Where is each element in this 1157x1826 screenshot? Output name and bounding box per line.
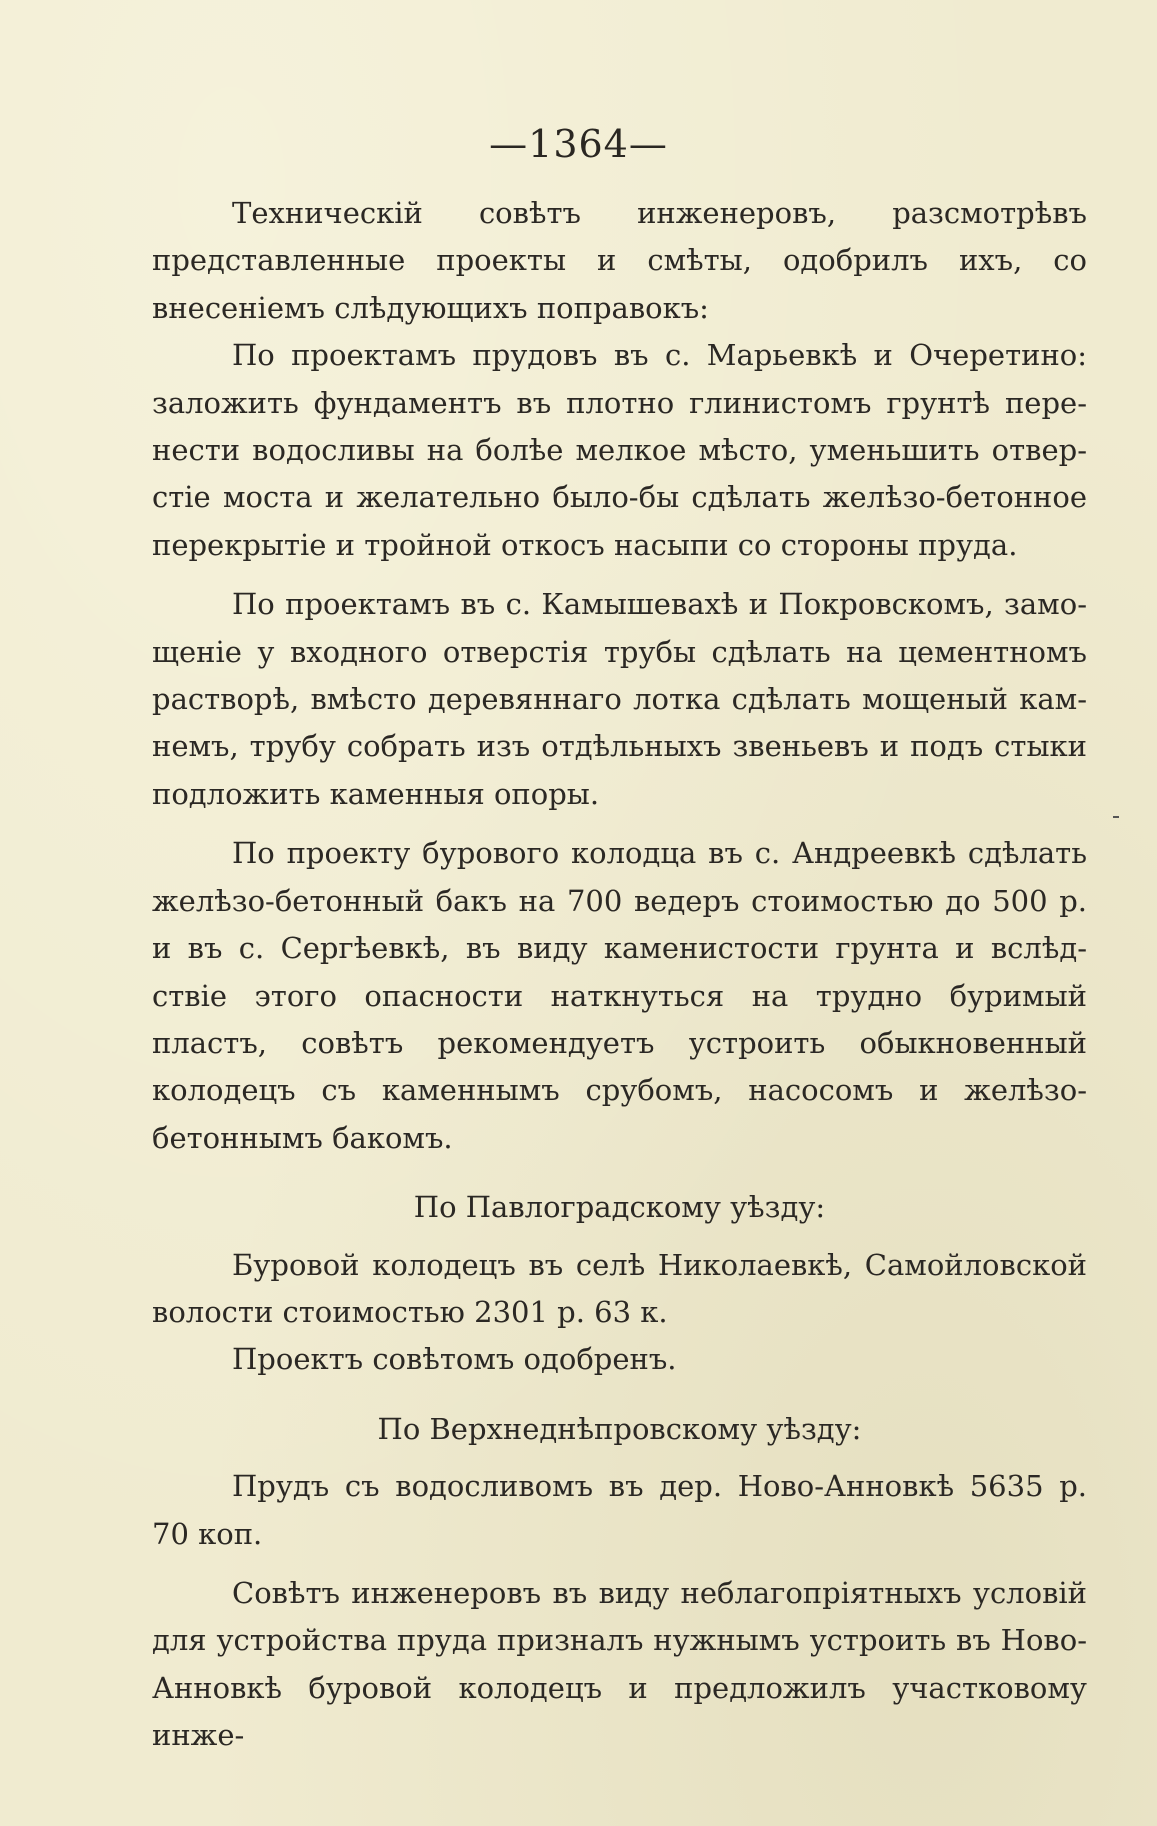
section-heading-pavlograd: По Павлоградскому уѣзду: bbox=[413, 1190, 826, 1225]
paragraph-council-decision: Совѣтъ инженеровъ въ виду неблагопріятныхъ условій для устройства пруда призналъ нужнымъ устроить въ Ново-Анновкѣ буровой колодецъ и предложилъ участковому инже- bbox=[152, 1575, 1087, 1753]
paragraph-maryevka-ponds: По проектамъ прудовъ въ с. Марьевкѣ и Очеретино: заложить фундаментъ въ плотно глинистомъ грунтѣ перенести водосливы на болѣе мелкое мѣсто, уменьшить отверстіе моста и желательно было-бы сдѣлать желѣзо-бетонное перекрытіе и тройной откосъ насыпи со стороны пруда. bbox=[152, 338, 1087, 562]
section-heading-verkhnedneprovsk: По Верхнеднѣпровскому уѣзду: bbox=[377, 1411, 862, 1446]
paragraph-andreevka-well: По проекту бурового колодца въ с. Андреевкѣ сдѣлать желѣзо-бетонный бакъ на 700 ведеръ стоимостью до 500 р. и въ с. Сергѣевкѣ, въ виду каменистости грунта и вслѣдствіе этого опасности наткнуться на трудно буримый пластъ, совѣтъ рекомендуетъ устроить обыкновенный колодецъ съ каменнымъ срубомъ, насосомъ и желѣзо-бетоннымъ бакомъ. bbox=[152, 836, 1087, 1155]
paragraph-project-approved: Проектъ совѣтомъ одобренъ. bbox=[232, 1342, 677, 1377]
paragraph-council-intro: Техническій совѣтъ инженеровъ, разсмотрѣвъ представленные проекты и смѣты, одобрилъ ихъ, со внесеніемъ слѣдующихъ поправокъ: bbox=[152, 196, 1087, 325]
paragraph-nikolaevka-well: Буровой колодецъ въ селѣ Николаевкѣ, Самойловской волости стоимостью 2301 р. 63 к. bbox=[152, 1247, 1087, 1329]
margin-mark bbox=[1113, 816, 1119, 818]
page-number: —1364— bbox=[489, 122, 668, 166]
paragraph-kamyshevakha: По проектамъ въ с. Камышевахѣ и Покровскомъ, замощеніе у входного отверстія трубы сдѣлать на цементномъ растворѣ, вмѣсто деревяннаго лотка сдѣлать мощеный камнемъ, трубу собрать изъ отдѣльныхъ звеньевъ и подъ стыки подложить каменныя опоры. bbox=[152, 587, 1087, 811]
paragraph-novo-annovka-pond: Прудъ съ водосливомъ въ дер. Ново-Анновкѣ 5635 р. 70 коп. bbox=[152, 1469, 1087, 1551]
body-text bbox=[152, 190, 1087, 1760]
